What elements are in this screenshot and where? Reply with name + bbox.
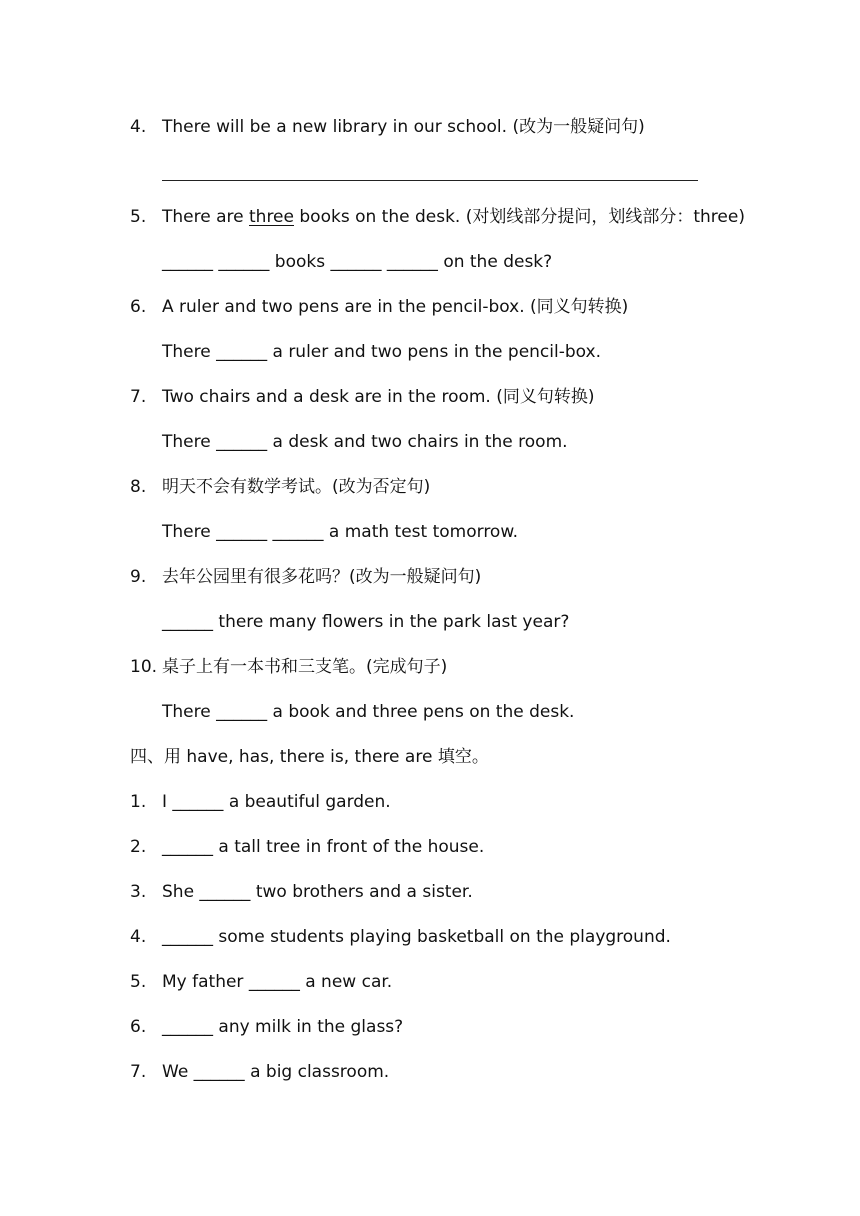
item-number: 5. xyxy=(130,972,147,992)
answer-line xyxy=(162,180,698,181)
answer-prompt: ______ ______ books ______ ______ on the desk? xyxy=(162,252,553,272)
question-text: 桌子上有一本书和三支笔。(完成句子) xyxy=(162,657,448,677)
answer-prompt: There ______ a desk and two chairs in the room. xyxy=(162,432,568,452)
item-number: 9. xyxy=(130,567,147,587)
answer-prompt: ______ there many flowers in the park last year? xyxy=(162,612,570,632)
item-number: 1. xyxy=(130,792,147,812)
question-text: 去年公园里有很多花吗？(改为一般疑问句) xyxy=(162,567,482,587)
section-heading: 四、用 have, has, there is, there are 填空。 xyxy=(130,747,489,767)
item-number: 7. xyxy=(130,387,147,407)
question-text: ______ any milk in the glass? xyxy=(162,1017,404,1037)
item-number: 7. xyxy=(130,1062,147,1082)
question-text xyxy=(162,206,745,228)
question-text-pre: There are xyxy=(162,207,249,227)
question-text: 明天不会有数学考试。(改为否定句) xyxy=(162,477,431,497)
question-text: My father ______ a new car. xyxy=(162,972,393,992)
answer-prompt: There ______ ______ a math test tomorrow. xyxy=(162,522,519,542)
item-number: 8. xyxy=(130,477,147,497)
question-text: A ruler and two pens are in the pencil-box. (同义句转换) xyxy=(162,297,629,317)
question-text: We ______ a big classroom. xyxy=(162,1062,390,1082)
item-number: 3. xyxy=(130,882,147,902)
question-text: ______ some students playing basketball on the playground. xyxy=(162,927,671,947)
question-text: She ______ two brothers and a sister. xyxy=(162,882,473,902)
item-number: 4. xyxy=(130,117,147,137)
underlined-word: three xyxy=(249,207,294,227)
item-number: 5. xyxy=(130,207,147,227)
answer-prompt: There ______ a book and three pens on the desk. xyxy=(162,702,575,722)
item-number: 10. xyxy=(130,657,158,677)
answer-prompt: There ______ a ruler and two pens in the pencil-box. xyxy=(162,342,601,362)
item-number: 6. xyxy=(130,297,147,317)
item-number: 2. xyxy=(130,837,147,857)
item-number: 4. xyxy=(130,927,147,947)
question-text-post: books on the desk. (对划线部分提问，划线部分：three) xyxy=(293,207,745,227)
question-text: I ______ a beautiful garden. xyxy=(162,792,391,812)
item-number: 6. xyxy=(130,1017,147,1037)
question-text: ______ a tall tree in front of the house. xyxy=(162,837,485,857)
question-text: Two chairs and a desk are in the room. (同义句转换) xyxy=(162,387,595,407)
question-text: There will be a new library in our school. (改为一般疑问句) xyxy=(162,117,645,137)
